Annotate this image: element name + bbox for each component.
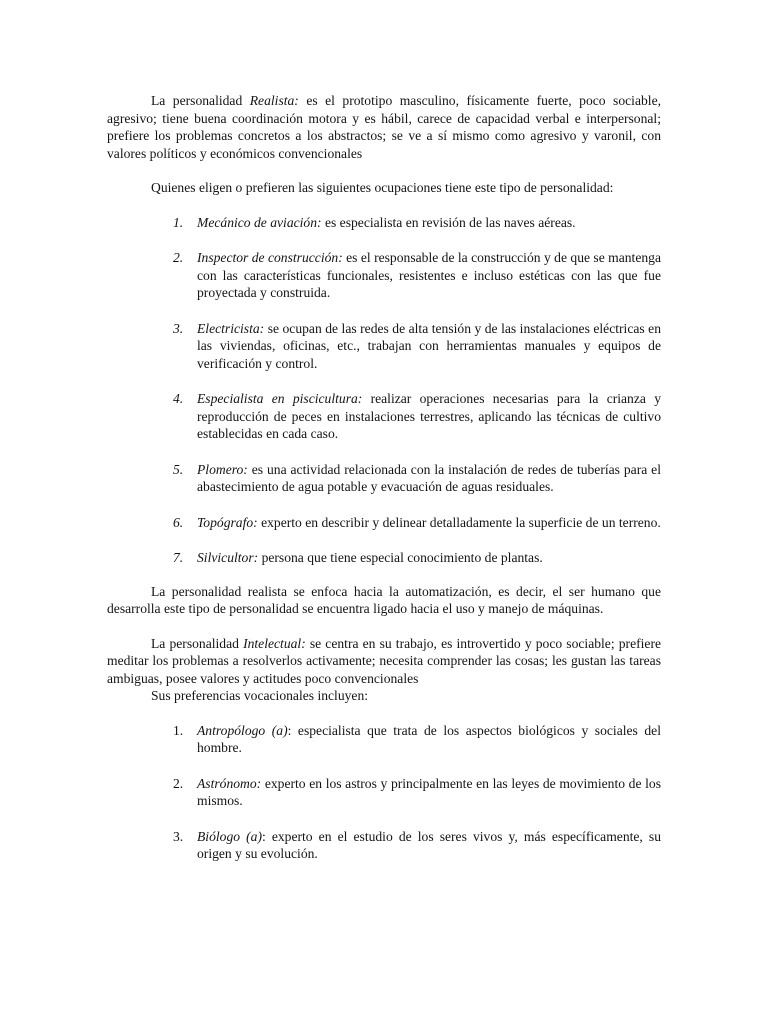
list-item-number: 7. xyxy=(173,550,184,565)
realista-intro-text: es el prototipo masculino, físicamente fuerte, poco sociable, agresivo; tiene buena coordinación motora y es hábil, carece de capacidad verbal e interpersonal; prefiere los problemas concretos a los abstractos; se ve a sí mismo como agresivo y varonil, con valores políticos y económicos convencionales xyxy=(107,93,661,161)
occupation-term: Topógrafo: xyxy=(197,514,258,530)
occupation-description: : especialista que trata de los aspectos biológicos y sociales del hombre. xyxy=(197,722,661,755)
list-item-number: 4. xyxy=(173,391,184,406)
realista-intro-lead: La personalidad xyxy=(151,93,250,108)
occupation-description: experto en los astros y principalmente en las leyes de movimiento de los mismos. xyxy=(197,775,661,808)
intelectual-term: Intelectual: xyxy=(243,635,306,651)
realista-conclusion-paragraph: La personalidad realista se enfoca hacia la automatización, es decir, el ser humano que desarrolla este tipo de personalidad se encuentra ligado hacia el uso y manejo de máquinas. xyxy=(107,583,661,616)
occupations-intro-paragraph: Quienes eligen o prefieren las siguientes ocupaciones tiene este tipo de personalidad: xyxy=(151,180,614,195)
preferences-intro-paragraph: Sus preferencias vocacionales incluyen: xyxy=(151,688,369,703)
list-item-number: 3. xyxy=(173,828,184,844)
list-item-number: 1. xyxy=(173,214,184,230)
occupation-term: Plomero: xyxy=(197,461,248,477)
occupation-term: Inspector de construcción: xyxy=(197,250,343,265)
occupation-term: Antropólogo (a) xyxy=(197,722,288,738)
list-item-number: 2. xyxy=(173,775,184,791)
occupation-description: experto en describir y delinear detalladamente la superficie de un terreno. xyxy=(257,514,661,530)
occupation-description: es el responsable de la construcción y de que se mantenga con las características funcionales, resistentes e incluso estéticas con las que fue proyectada y construida. xyxy=(197,250,661,300)
list-item xyxy=(107,828,661,863)
list-item-number: 3. xyxy=(173,320,184,336)
intelectual-intro-text: se centra en su trabajo, es introvertido y poco sociable; prefiere meditar los problemas a resolverlos activamente; necesita comprender las cosas; les gustan las tareas ambiguas, posee valores y actitudes poco convencionales xyxy=(107,635,662,686)
document-page xyxy=(107,92,661,881)
occupation-description: es una actividad relacionada con la instalación de redes de tuberías para el abastecimiento de agua potable y evacuación de aguas residuales. xyxy=(197,461,661,494)
intelectual-intro-paragraph xyxy=(107,635,661,688)
list-item-number: 2. xyxy=(173,250,184,265)
list-item xyxy=(107,249,661,302)
list-item-number: 1. xyxy=(173,722,184,738)
occupation-term: Especialista en piscicultura: xyxy=(197,391,363,406)
occupation-description: se ocupan de las redes de alta tensión y de las instalaciones eléctricas en las viviendas, oficinas, etc., trabajan con herramientas manuales y equipos de verificación y control. xyxy=(197,320,661,371)
list-item xyxy=(107,214,661,232)
occupation-term: Astrónomo: xyxy=(197,775,262,791)
list-item xyxy=(107,722,661,757)
occupation-term: Biólogo (a) xyxy=(197,828,262,844)
intelectual-occupations-list xyxy=(107,722,661,863)
occupation-description: realizar operaciones necesarias para la crianza y reproducción de peces en instalaciones terrestres, aplicando las técnicas de cultivo establecidas en cada caso. xyxy=(197,391,662,441)
list-item xyxy=(107,320,661,373)
list-item xyxy=(107,390,661,443)
list-item xyxy=(107,549,661,567)
occupation-term: Electricista: xyxy=(197,320,265,336)
occupation-term: Mecánico de aviación: xyxy=(197,214,322,230)
occupation-term: Silvicultor: xyxy=(197,550,259,565)
occupation-description: persona que tiene especial conocimiento de plantas. xyxy=(258,550,543,565)
realista-term: Realista: xyxy=(249,93,299,108)
list-item xyxy=(107,775,661,810)
occupation-description: : experto en el estudio de los seres vivos y, más específicamente, su origen y su evolución. xyxy=(197,828,661,861)
realista-intro-paragraph xyxy=(107,92,661,162)
intelectual-intro-lead: La personalidad xyxy=(151,635,244,651)
list-item xyxy=(107,461,661,496)
list-item xyxy=(107,514,661,532)
realista-occupations-list xyxy=(107,214,661,567)
list-item-number: 6. xyxy=(173,514,184,530)
list-item-number: 5. xyxy=(173,461,184,477)
occupation-description: es especialista en revisión de las naves aéreas. xyxy=(321,214,576,230)
